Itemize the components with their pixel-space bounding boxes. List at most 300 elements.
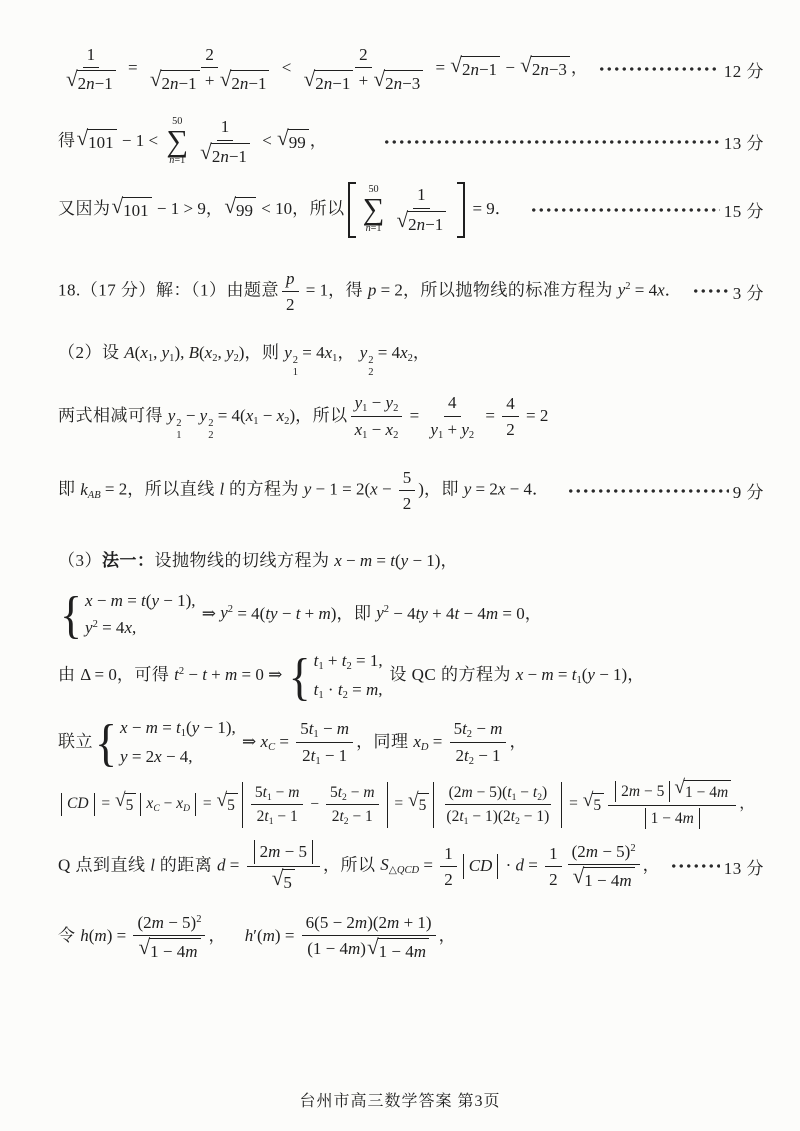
variable bbox=[463, 746, 474, 768]
math-fragment: 2 bbox=[537, 791, 542, 803]
page-footer bbox=[0, 1088, 800, 1131]
math-fragment: 5 bbox=[593, 796, 602, 814]
math-fragment: − bbox=[271, 783, 289, 801]
math-text bbox=[506, 420, 515, 439]
italic-variable: m bbox=[225, 665, 238, 685]
score-label: 3 分 bbox=[732, 283, 764, 303]
math-text bbox=[468, 808, 510, 825]
math-text bbox=[565, 795, 582, 812]
math-fragment: = 1, bbox=[351, 651, 383, 671]
cases-row bbox=[120, 747, 236, 767]
italic-variable: x bbox=[497, 479, 506, 499]
math-fragment: ( bbox=[134, 343, 141, 362]
subscript bbox=[183, 803, 190, 814]
radicand bbox=[314, 70, 353, 94]
fraction bbox=[302, 912, 436, 963]
italic-variable: t bbox=[454, 603, 460, 623]
italic-variable: n bbox=[169, 155, 175, 167]
formula-content bbox=[58, 585, 543, 643]
italic-variable: y bbox=[354, 392, 363, 412]
math-text bbox=[506, 394, 515, 413]
text: ，可得 bbox=[116, 665, 175, 685]
math-fragment: 1 bbox=[315, 756, 321, 768]
italic-variable: A bbox=[124, 343, 135, 362]
radicand bbox=[235, 197, 256, 223]
math-text bbox=[522, 406, 549, 425]
math-fragment: ) = bbox=[274, 926, 299, 946]
math-fragment: 1 bbox=[220, 117, 230, 137]
math-fragment: 50 bbox=[368, 183, 379, 195]
math-fragment: (1 − 4 bbox=[307, 939, 348, 959]
square-root bbox=[111, 193, 152, 223]
denominator bbox=[282, 292, 299, 315]
math-text bbox=[272, 784, 300, 801]
math-text bbox=[428, 732, 446, 751]
absolute-value bbox=[615, 781, 670, 802]
formula-content bbox=[58, 550, 458, 573]
italic-variable: t bbox=[339, 808, 344, 826]
square-root bbox=[76, 125, 117, 155]
math-text bbox=[307, 939, 366, 958]
math-fragment: − bbox=[127, 718, 146, 738]
math-fragment: 2 bbox=[368, 367, 374, 379]
math-fragment: 1 bbox=[253, 415, 259, 427]
denominator bbox=[145, 68, 275, 94]
math-fragment: − 1 = 2( bbox=[311, 479, 371, 499]
math-fragment: −1 bbox=[228, 146, 247, 166]
math-fragment: −1 bbox=[178, 74, 197, 94]
math-fragment: 1 bbox=[511, 791, 517, 803]
math-fragment: + 4 bbox=[427, 603, 455, 623]
square-root bbox=[138, 935, 200, 962]
italic-variable: m bbox=[268, 842, 281, 862]
math-fragment: − bbox=[306, 795, 323, 813]
text: 得 bbox=[58, 130, 76, 150]
math-fragment: − 1) bbox=[408, 550, 441, 570]
math-text bbox=[321, 746, 348, 765]
italic-variable: t bbox=[462, 718, 467, 738]
square-root bbox=[277, 125, 309, 155]
math-fragment: · bbox=[501, 855, 516, 875]
radicand bbox=[461, 56, 500, 82]
math-text bbox=[462, 60, 497, 79]
math-fragment: −1 bbox=[94, 74, 113, 94]
denominator bbox=[568, 865, 640, 891]
math-text bbox=[631, 280, 665, 299]
math-fragment: 2 bbox=[286, 294, 295, 314]
formula-content bbox=[58, 714, 527, 772]
math-text bbox=[221, 117, 230, 136]
math-fragment: 1 bbox=[86, 45, 96, 64]
variable bbox=[413, 731, 429, 754]
italic-variable: t bbox=[174, 665, 179, 685]
math-text bbox=[334, 551, 440, 570]
math-fragment: 1 bbox=[362, 402, 368, 414]
italic-variable: p bbox=[286, 268, 295, 288]
math-text bbox=[80, 665, 117, 684]
variable bbox=[309, 719, 319, 738]
math-fragment: 2 bbox=[461, 60, 471, 80]
square-root bbox=[396, 207, 446, 235]
math-text bbox=[217, 343, 226, 362]
math-fragment: 5 bbox=[125, 796, 134, 814]
math-fragment: − bbox=[258, 405, 277, 425]
variable bbox=[220, 603, 233, 622]
math-fragment: ) bbox=[360, 939, 366, 959]
italic-variable: m bbox=[365, 680, 379, 700]
numerator bbox=[302, 912, 436, 936]
italic-variable: x bbox=[413, 731, 421, 751]
italic-variable: y bbox=[225, 343, 234, 362]
italic-variable: y bbox=[400, 550, 409, 570]
math-fragment: − 4, bbox=[161, 747, 193, 767]
math-fragment: 101 bbox=[123, 200, 149, 220]
math-text bbox=[582, 665, 627, 684]
text: 18.（17 分）解：（1）由题意 bbox=[58, 280, 279, 300]
text-bold: 法一： bbox=[102, 550, 155, 570]
text: ，所以直线 bbox=[127, 479, 220, 499]
math-text bbox=[330, 784, 338, 801]
math-fragment: = bbox=[390, 795, 408, 813]
cases-rows bbox=[120, 718, 236, 767]
text: （3） bbox=[58, 550, 102, 570]
math-fragment: 2 bbox=[393, 402, 399, 414]
math-text bbox=[419, 797, 427, 814]
fraction bbox=[502, 393, 519, 441]
italic-variable: y bbox=[463, 479, 472, 499]
formula-line-tangent-system bbox=[0, 585, 800, 643]
math-text bbox=[431, 58, 449, 77]
math-text bbox=[302, 746, 311, 765]
left-bracket-icon bbox=[348, 182, 356, 238]
text: ， bbox=[440, 550, 458, 570]
radicand bbox=[125, 793, 137, 817]
math-fragment: 2 bbox=[408, 214, 417, 234]
italic-variable: y bbox=[359, 343, 368, 362]
numerator bbox=[545, 843, 562, 867]
math-fragment: + 1) bbox=[399, 912, 432, 932]
variable bbox=[146, 795, 159, 812]
math-fragment: ( bbox=[199, 343, 205, 362]
italic-variable: m bbox=[151, 912, 164, 932]
math-text bbox=[349, 808, 373, 825]
variable bbox=[313, 680, 324, 702]
text: ， bbox=[438, 926, 457, 946]
denominator bbox=[133, 936, 205, 962]
subscript bbox=[176, 430, 181, 442]
math-text bbox=[160, 795, 177, 812]
formula-line-area bbox=[0, 840, 800, 893]
formula-line-xc-xd bbox=[0, 714, 800, 772]
math-text bbox=[368, 280, 403, 299]
sigma-icon: ∑ bbox=[362, 191, 385, 226]
math-fragment: = bbox=[199, 795, 216, 813]
math-text bbox=[542, 784, 547, 801]
math-fragment: (2 bbox=[571, 842, 586, 862]
math-text bbox=[174, 343, 204, 362]
italic-variable: n bbox=[86, 74, 95, 94]
math-text bbox=[124, 343, 140, 362]
radical-icon: √ bbox=[520, 53, 532, 78]
italic-variable: QCD bbox=[396, 865, 420, 877]
math-fragment: 99 bbox=[236, 200, 254, 220]
math-text bbox=[120, 718, 176, 737]
italic-variable: t bbox=[510, 808, 516, 826]
math-fragment: − 5 bbox=[280, 842, 307, 862]
math-fragment: + bbox=[443, 419, 462, 439]
numerator bbox=[440, 843, 457, 867]
text: ． bbox=[664, 280, 683, 300]
math-fragment: 2 bbox=[233, 353, 239, 365]
radical-icon: √ bbox=[224, 193, 237, 218]
fraction bbox=[568, 841, 640, 892]
math-fragment: , bbox=[153, 343, 162, 362]
italic-variable: m bbox=[288, 783, 300, 801]
radical-icon: √ bbox=[277, 125, 289, 150]
cases-row bbox=[120, 718, 236, 740]
formula-line-sqrt-chain bbox=[0, 44, 800, 95]
formula-line-hm-derivative bbox=[0, 912, 800, 963]
math-fragment: 2 bbox=[178, 666, 185, 678]
italic-variable: d bbox=[217, 855, 226, 875]
fraction bbox=[442, 783, 553, 827]
math-text bbox=[277, 58, 295, 77]
italic-variable: l bbox=[150, 855, 156, 875]
math-text bbox=[354, 71, 372, 90]
math-text bbox=[444, 870, 453, 889]
text: ， bbox=[509, 731, 527, 751]
math-text bbox=[444, 844, 453, 863]
text: ， bbox=[412, 343, 431, 362]
math-fragment: ′( bbox=[253, 926, 263, 946]
cases-row bbox=[85, 618, 195, 638]
math-fragment: 2 bbox=[368, 355, 374, 367]
math-fragment: 2 bbox=[211, 146, 221, 166]
text: 由 bbox=[58, 665, 81, 685]
numerator bbox=[444, 392, 461, 416]
text: 的方程为 bbox=[224, 479, 304, 499]
math-fragment: =1 bbox=[174, 155, 186, 167]
italic-variable: B bbox=[188, 343, 199, 362]
math-fragment: − bbox=[159, 795, 177, 813]
square-root bbox=[303, 67, 354, 94]
variable bbox=[225, 343, 239, 365]
italic-variable: m bbox=[387, 912, 400, 932]
radical-icon: √ bbox=[149, 67, 162, 92]
math-fragment: −1 bbox=[332, 74, 351, 94]
text: 设抛物线的切线方程为 bbox=[154, 550, 335, 570]
math-fragment: 2 bbox=[402, 494, 412, 514]
math-fragment: = 1 bbox=[301, 280, 329, 300]
italic-variable: m bbox=[363, 783, 375, 801]
italic-variable: t bbox=[262, 783, 267, 801]
math-fragment: 1 bbox=[417, 185, 426, 205]
italic-variable: y bbox=[161, 343, 170, 362]
math-text bbox=[184, 665, 287, 684]
denominator bbox=[440, 867, 457, 890]
italic-variable: y bbox=[284, 343, 292, 362]
math-text bbox=[374, 343, 401, 362]
math-fragment: 2 bbox=[208, 417, 214, 429]
math-text bbox=[67, 795, 89, 812]
math-fragment: −1 bbox=[425, 214, 444, 234]
variable bbox=[359, 343, 374, 379]
square-root bbox=[450, 53, 500, 82]
radical-icon: √ bbox=[303, 67, 316, 92]
math-fragment: 1 bbox=[576, 675, 582, 687]
variable bbox=[176, 795, 190, 812]
bracket-content bbox=[356, 182, 458, 238]
math-fragment: 4 bbox=[506, 393, 515, 413]
math-fragment: ( bbox=[395, 550, 401, 570]
math-text bbox=[137, 913, 196, 932]
math-fragment: − 5) bbox=[598, 842, 631, 862]
denominator bbox=[61, 68, 121, 94]
dotted-leader bbox=[530, 207, 719, 213]
italic-variable: x bbox=[204, 343, 213, 362]
fraction bbox=[426, 392, 478, 441]
radicand bbox=[87, 129, 117, 155]
math-fragment: = bbox=[122, 590, 142, 610]
text: ，同理 bbox=[356, 731, 414, 751]
math-text bbox=[454, 719, 463, 738]
denominator bbox=[638, 806, 707, 829]
math-fragment: = 2 bbox=[127, 747, 155, 767]
math-fragment: − bbox=[341, 550, 360, 570]
text: ， bbox=[524, 603, 543, 623]
radical-icon: √ bbox=[408, 789, 419, 811]
math-fragment: 1 − 4 bbox=[650, 809, 683, 827]
math-text bbox=[153, 343, 162, 362]
formula-content bbox=[58, 777, 756, 829]
absolute-value bbox=[61, 793, 95, 816]
italic-variable: x bbox=[334, 550, 342, 570]
math-text bbox=[306, 795, 323, 812]
formula-content bbox=[58, 840, 660, 893]
math-text bbox=[123, 201, 149, 220]
numerator bbox=[282, 268, 299, 292]
math-text bbox=[257, 198, 292, 217]
math-text bbox=[584, 871, 631, 890]
denominator bbox=[351, 417, 403, 442]
math-fragment: −3 bbox=[402, 74, 421, 94]
italic-variable: d bbox=[515, 855, 524, 875]
math-fragment: + bbox=[206, 665, 226, 685]
math-text bbox=[205, 45, 214, 64]
italic-variable: x bbox=[354, 420, 363, 440]
text: （2）设 bbox=[58, 343, 125, 362]
math-text bbox=[403, 468, 412, 487]
variable bbox=[337, 680, 348, 702]
math-fragment: ( bbox=[581, 665, 588, 685]
denominator bbox=[545, 867, 562, 890]
italic-variable: CD bbox=[67, 795, 89, 813]
denominator bbox=[328, 805, 377, 826]
denominator bbox=[298, 743, 351, 768]
math-fragment: 1 bbox=[463, 815, 469, 827]
numerator bbox=[326, 783, 379, 805]
text: ，所以 bbox=[292, 198, 345, 218]
math-fragment: 2 bbox=[625, 281, 631, 293]
math-fragment: = 2 bbox=[471, 479, 498, 499]
italic-variable: m bbox=[585, 842, 599, 862]
math-text bbox=[367, 420, 385, 439]
math-fragment: 2 bbox=[227, 604, 234, 616]
text: ， bbox=[309, 130, 328, 150]
math-text bbox=[199, 795, 216, 812]
variable bbox=[204, 343, 218, 365]
italic-variable: n bbox=[416, 214, 426, 234]
left-brace-icon: { bbox=[288, 647, 311, 705]
italic-variable: m bbox=[413, 942, 426, 962]
math-fragment: Δ = 0 bbox=[80, 665, 117, 685]
denominator bbox=[267, 867, 300, 893]
math-fragment: 2 bbox=[630, 843, 636, 855]
italic-variable: x bbox=[176, 795, 184, 813]
italic-variable: t bbox=[141, 590, 146, 610]
left-brace-icon: { bbox=[95, 714, 118, 772]
math-text bbox=[283, 873, 292, 892]
math-fragment: 2 bbox=[549, 869, 558, 889]
math-fragment: ⇒ bbox=[197, 603, 221, 623]
subscript bbox=[393, 403, 398, 414]
formula-content bbox=[58, 182, 520, 238]
math-fragment: − 1), bbox=[199, 718, 236, 738]
math-text bbox=[245, 926, 299, 945]
radical-icon: √ bbox=[219, 67, 232, 92]
absolute-value bbox=[242, 782, 388, 828]
subscript bbox=[88, 490, 101, 501]
math-fragment: 2 bbox=[292, 355, 299, 367]
math-fragment: 1 bbox=[362, 430, 368, 442]
math-fragment: 2 bbox=[515, 815, 520, 827]
square-root bbox=[271, 865, 295, 893]
italic-variable: y bbox=[151, 590, 159, 610]
math-fragment: 1 bbox=[268, 815, 274, 827]
math-fragment: − bbox=[346, 783, 364, 801]
text: 令 bbox=[58, 926, 81, 946]
italic-variable: h bbox=[80, 926, 89, 946]
math-fragment: 5 bbox=[283, 872, 292, 892]
math-fragment: 2 bbox=[284, 415, 290, 427]
math-fragment: 2 bbox=[161, 74, 171, 94]
italic-variable: m bbox=[94, 926, 107, 946]
dotted-leader bbox=[598, 66, 719, 72]
italic-variable: t bbox=[313, 680, 319, 700]
math-text bbox=[348, 680, 383, 699]
italic-variable: t bbox=[532, 783, 538, 801]
italic-variable: m bbox=[619, 871, 632, 891]
italic-variable: t bbox=[571, 665, 577, 685]
math-text bbox=[238, 732, 261, 751]
formula-content bbox=[58, 342, 430, 380]
variable bbox=[176, 718, 187, 740]
math-text bbox=[217, 855, 244, 874]
radicand bbox=[407, 211, 446, 235]
math-fragment: − 5) bbox=[163, 912, 197, 932]
cases-system bbox=[95, 714, 236, 772]
math-fragment: + bbox=[300, 603, 319, 623]
math-fragment: − 5)( bbox=[472, 783, 508, 801]
numerator bbox=[133, 912, 205, 936]
italic-variable: y bbox=[167, 405, 176, 425]
math-text bbox=[472, 719, 502, 738]
variable bbox=[618, 280, 631, 299]
math-fragment: = bbox=[481, 405, 500, 425]
math-text bbox=[260, 842, 307, 861]
math-fragment: 99 bbox=[288, 132, 306, 152]
italic-variable: C bbox=[268, 742, 276, 754]
